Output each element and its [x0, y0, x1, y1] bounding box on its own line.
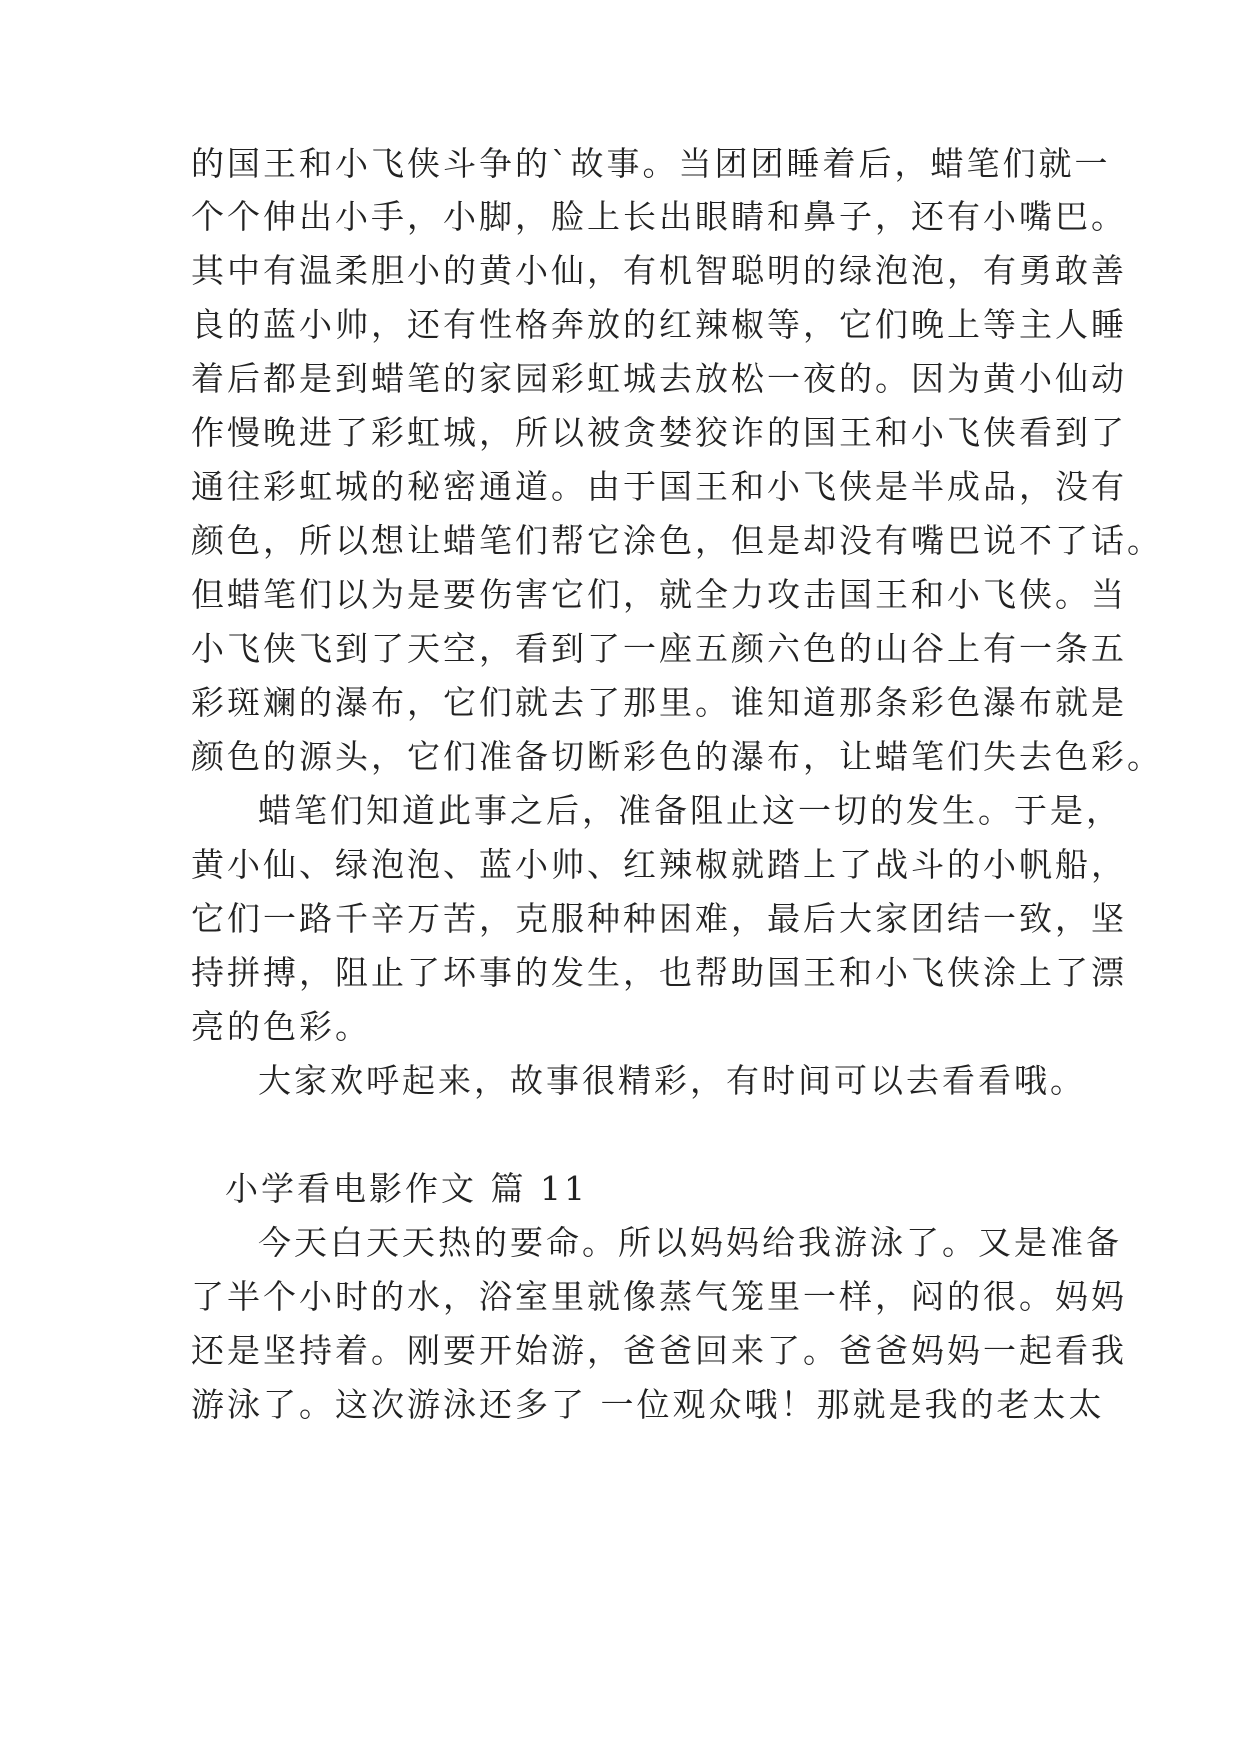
paragraph-line: 个个伸出小手，小脚，脸上长出眼睛和鼻子，还有小嘴巴。 — [191, 197, 1127, 236]
paragraph-line: 作慢晚进了彩虹城，所以被贪婪狡诈的国王和小飞侠看到了 — [191, 413, 1127, 452]
paragraph-line: 颜色的源头，它们准备切断彩色的瀑布，让蜡笔们失去色彩。 — [191, 737, 1163, 776]
paragraph-line: 通往彩虹城的秘密通道。由于国王和小飞侠是半成品，没有 — [191, 467, 1127, 506]
paragraph-line: 但蜡笔们以为是要伤害它们，就全力攻击国王和小飞侠。当 — [191, 575, 1127, 614]
paragraph-line: 了半个小时的水，浴室里就像蒸气笼里一样，闷的很。妈妈 — [191, 1277, 1127, 1316]
paragraph-line: 彩斑斓的瀑布，它们就去了那里。谁知道那条彩色瀑布就是 — [191, 683, 1127, 722]
paragraph-line: 其中有温柔胆小的黄小仙，有机智聪明的绿泡泡，有勇敢善 — [191, 251, 1127, 290]
paragraph-line: 良的蓝小帅，还有性格奔放的红辣椒等，它们晚上等主人睡 — [191, 305, 1127, 344]
paragraph-line: 小飞侠飞到了天空，看到了一座五颜六色的山谷上有一条五 — [191, 629, 1127, 668]
paragraph-line: 今天白天天热的要命。所以妈妈给我游泳了。又是准备 — [258, 1223, 1122, 1262]
paragraph-line: 颜色，所以想让蜡笔们帮它涂色，但是却没有嘴巴说不了话。 — [191, 521, 1163, 560]
paragraph-line: 蜡笔们知道此事之后，准备阻止这一切的发生。于是， — [258, 791, 1122, 830]
paragraph-line: 着后都是到蜡笔的家园彩虹城去放松一夜的。因为黄小仙动 — [191, 359, 1127, 398]
section-heading: 小学看电影作文 篇 11 — [225, 1169, 588, 1208]
paragraph-line: 它们一路千辛万苦，克服种种困难，最后大家团结一致，坚 — [191, 899, 1127, 938]
paragraph-line: 黄小仙、绿泡泡、蓝小帅、红辣椒就踏上了战斗的小帆船， — [191, 845, 1127, 884]
paragraph-line: 大家欢呼起来，故事很精彩，有时间可以去看看哦。 — [258, 1061, 1086, 1100]
paragraph-line: 的国王和小飞侠斗争的`故事。当团团睡着后，蜡笔们就一 — [191, 144, 1111, 183]
paragraph-line: 亮的色彩。 — [191, 1007, 371, 1046]
paragraph-line: 持拼搏，阻止了坏事的发生，也帮助国王和小飞侠涂上了漂 — [191, 953, 1127, 992]
paragraph-line: 游泳了。这次游泳还多了 一位观众哦！那就是我的老太太 — [191, 1385, 1105, 1424]
paragraph-line: 还是坚持着。刚要开始游，爸爸回来了。爸爸妈妈一起看我 — [191, 1331, 1127, 1370]
